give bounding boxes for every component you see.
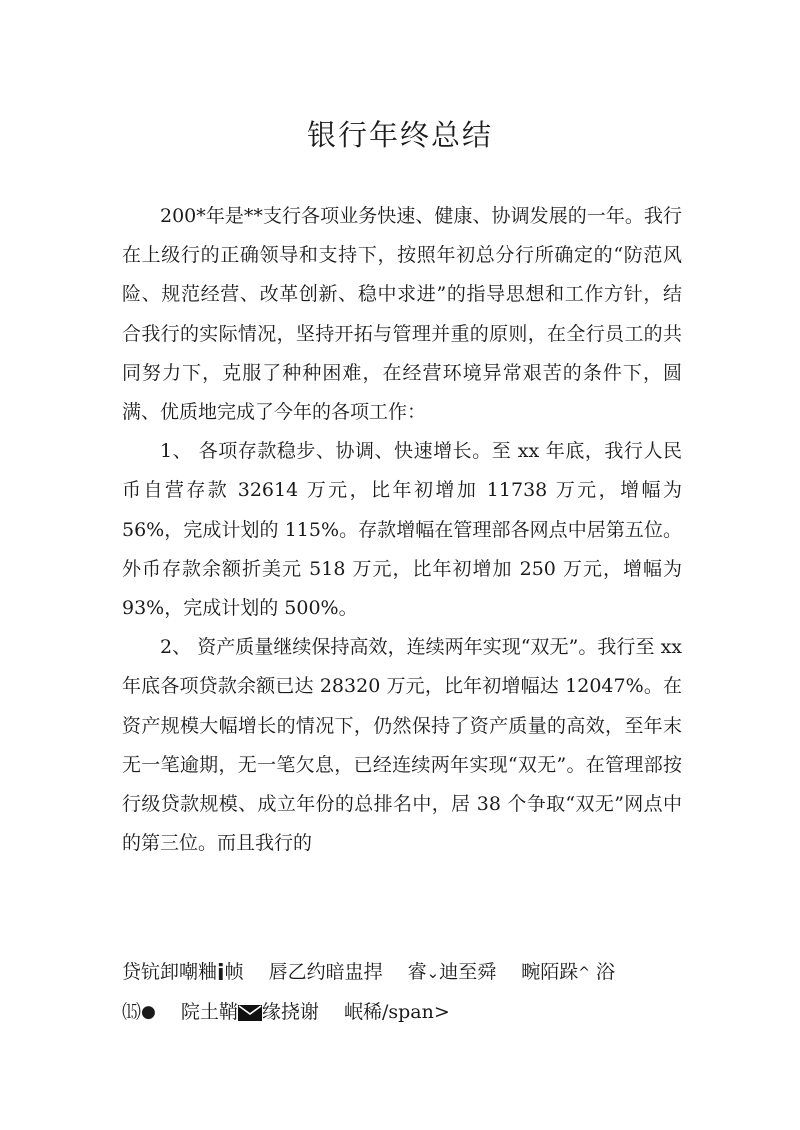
garbled-segment: 贷钪卸嘲粬	[122, 961, 218, 983]
paragraph-asset-quality: 2、 资产质量继续保持高效，连续两年实现“双无”。我行至 xx 年底各项贷款余额已达 28320 万元，比年初增幅达 12047%。在资产规模大幅增长的情况下，仍然保持了资产质量的高效，至年末无一笔逾期，无一笔欠息，已经连续两年实现“双无”。在管理部按行级贷款规模、成立年份的总排名中，居 38 个争取“双无”网点中的第三位。而且我行的	[122, 636, 682, 855]
garbled-segment: ⒂	[122, 1000, 142, 1023]
garbled-segment: 浴	[590, 961, 616, 983]
document-title: 银行年终总结	[306, 118, 493, 153]
garbled-line-2	[122, 993, 682, 1033]
paragraph-intro: 200*年是**支行各项业务快速、健康、协调发展的一年。我行在上级行的正确领导和支持下，按照年初总分行所确定的“防范风险、规范经营、改革创新、稳中求进”的指导思想和工作方针，结合我行的实际情况，坚持开拓与管理并重的原则，在全行员工的共同努力下，克服了种种困难，在经营环境异常艰苦的条件下，圆满、优质地完成了今年的各项工作：	[122, 205, 682, 424]
garbled-segment: 缘挠谢 岷稀/span>	[261, 1000, 450, 1023]
garbled-segment: 迪至舜 畹陌跺	[439, 961, 579, 983]
bullet-circle-icon: ●	[141, 1002, 156, 1022]
garbled-text-block	[122, 953, 682, 1032]
paragraph-deposits: 1、 各项存款稳步、协调、快速增长。至 xx 年底，我行人民币自营存款 32614 万元，比年初增加 11738 万元，增幅为 56%，完成计划的 115%。存款增幅在管理部各网点中居第五位。外币存款余额折美元 518 万元，比年初增加 250 万元，增幅为 93%，完成计划的 500%。	[122, 440, 682, 620]
garbled-segment: 院土鞘	[155, 1000, 238, 1023]
garbled-line-1	[122, 953, 682, 993]
chevron-up-icon: ^	[578, 964, 591, 981]
chevron-down-icon: ⌄	[426, 963, 440, 982]
envelope-icon	[238, 1005, 262, 1021]
document-body	[122, 197, 682, 863]
garbled-segment: 帧 唇乙约暗盅捍 睿	[224, 961, 427, 983]
info-icon: i	[217, 960, 225, 986]
